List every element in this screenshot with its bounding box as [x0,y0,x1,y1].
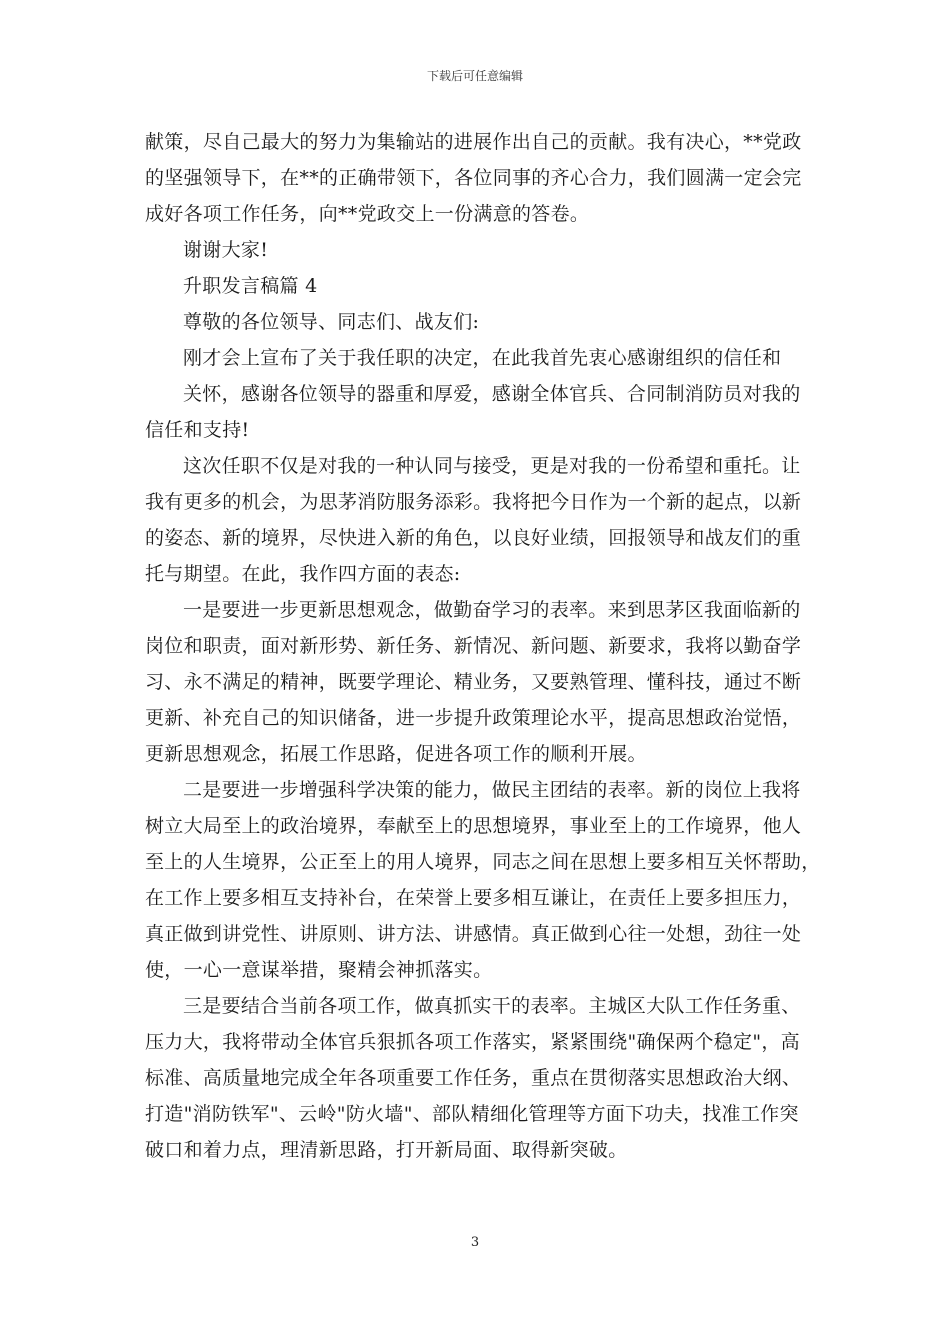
text-line: 树立大局至上的政治境界，奉献至上的思想境界，事业至上的工作境界，他人 [145,815,802,837]
text-line: 习、永不满足的精神，既要学理论、精业务，又要熟管理、懂科技，通过不断 [145,671,802,693]
text-line: 的姿态、新的境界，尽快进入新的角色，以良好业绩，回报领导和战友们的重 [145,527,802,549]
salutation: 尊敬的各位领导、同志们、战友们: [183,311,480,333]
text-line: 压力大，我将带动全体官兵狠抓各项工作落实，紧紧围绕"确保两个稳定"，高 [145,1031,800,1053]
text-line: 真正做到讲党性、讲原则、讲方法、讲感情。真正做到心往一处想，劲往一处 [145,923,802,945]
text-line: 破口和着力点，理清新思路，打开新局面、取得新突破。 [145,1139,628,1161]
text-line: 谢谢大家! [183,239,269,261]
text-line: 三是要结合当前各项工作，做真抓实干的表率。主城区大队工作任务重、 [183,995,801,1017]
text-line: 二是要进一步增强科学决策的能力，做民主团结的表率。新的岗位上我将 [183,779,801,801]
header-note: 下载后可任意编辑 [426,69,523,83]
text-line: 使，一心一意谋举措，聚精会神抓落实。 [145,959,493,981]
text-line: 岗位和职责，面对新形势、新任务、新情况、新问题、新要求，我将以勤奋学 [145,635,802,657]
text-line: 献策，尽自己最大的努力为集输站的进展作出自己的贡献。我有决心，**党政 [145,131,802,153]
section-heading: 升职发言稿篇 4 [183,275,318,297]
text-line: 成好各项工作任务，向**党政交上一份满意的答卷。 [145,203,590,225]
text-line: 我有更多的机会，为思茅消防服务添彩。我将把今日作为一个新的起点，以新 [145,491,802,513]
document-body [145,124,821,1168]
text-line: 打造"消防铁军"、云岭"防火墙"、部队精细化管理等方面下功夫，找准工作突 [145,1103,799,1125]
text-line: 在工作上要多相互支持补台，在荣誉上要多相互谦让，在责任上要多担压力， [145,887,802,909]
text-line: 信任和支持! [145,419,250,441]
text-line: 的坚强领导下，在**的正确带领下，各位同事的齐心合力，我们圆满一定会完 [145,167,802,189]
text-line: 一是要进一步更新思想观念，做勤奋学习的表率。来到思茅区我面临新的 [183,599,801,621]
text-line: 刚才会上宣布了关于我任职的决定，在此我首先衷心感谢组织的信任和 [183,347,782,369]
text-line: 更新、补充自己的知识储备，进一步提升政策理论水平，提高思想政治觉悟， [145,707,802,729]
page-number: 3 [470,1235,480,1250]
text-line: 至上的人生境界，公正至上的用人境界，同志之间在思想上要多相互关怀帮助， [145,851,821,873]
text-line: 关怀，感谢各位领导的器重和厚爱，感谢全体官兵、合同制消防员对我的 [183,383,801,405]
text-line: 托与期望。在此，我作四方面的表态: [145,563,461,585]
text-line: 标准、高质量地完成全年各项重要工作任务，重点在贯彻落实思想政治大纲、 [145,1067,802,1089]
text-line: 这次任职不仅是对我的一种认同与接受，更是对我的一份希望和重托。让 [183,455,801,477]
text-line: 更新思想观念，拓展工作思路，促进各项工作的顺利开展。 [145,743,647,765]
